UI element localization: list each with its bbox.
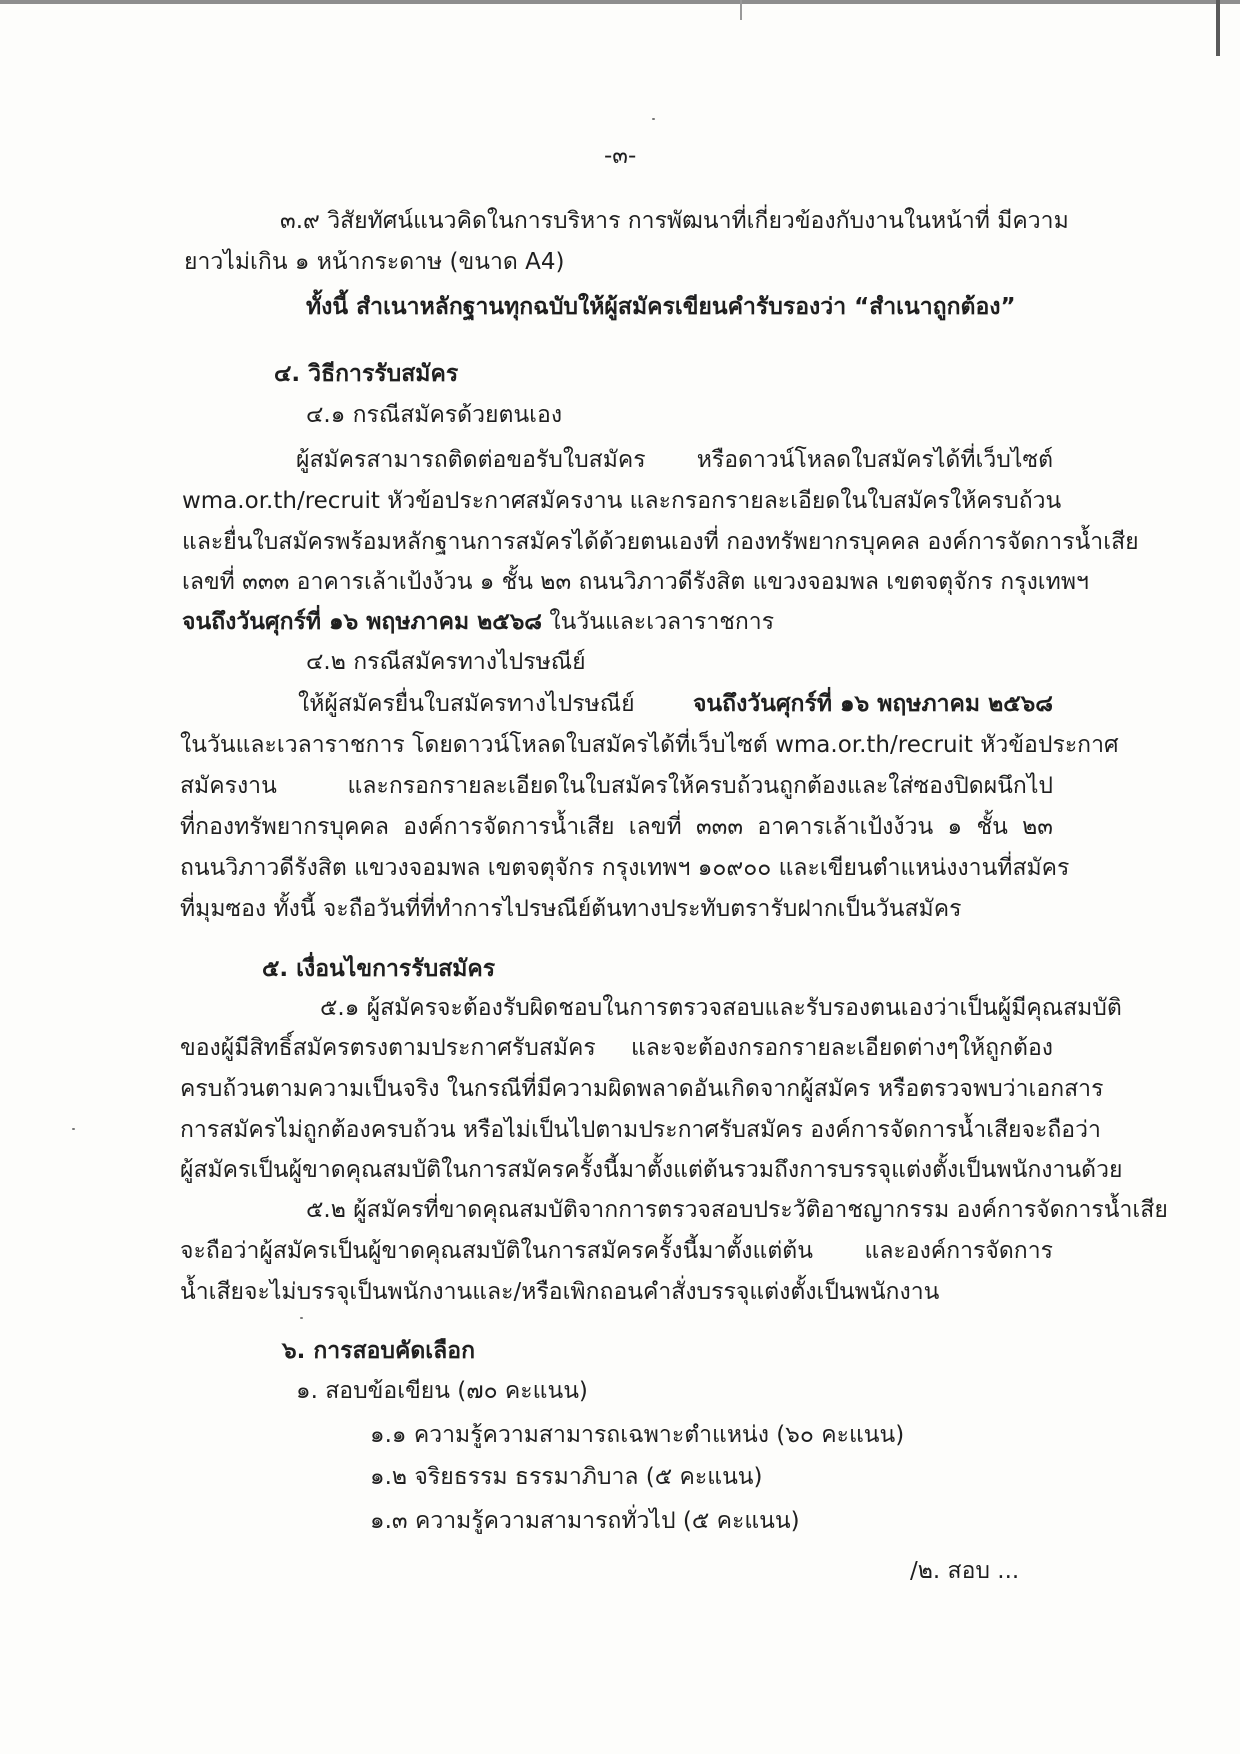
section-5-heading: ๕. เงื่อนไขการรับสมัคร: [262, 956, 496, 982]
section-6-item-1: ๑. สอบข้อเขียน (๗๐ คะแนน): [296, 1378, 588, 1404]
section-5-2-line: น้ำเสียจะไม่บรรจุเป็นพนักงานและ/หรือเพิกถอนคำสั่งบรรจุแต่งตั้งเป็นพนักงาน: [180, 1279, 940, 1305]
item-3-9-line-1: ๓.๙ วิสัยทัศน์แนวคิดในการบริหาร การพัฒนาที่เกี่ยวข้องกับงานในหน้าที่ มีความ: [280, 208, 1069, 234]
section-4-1-line: ผู้สมัครสามารถติดต่อขอรับใบสมัคร หรือดาวน์โหลดใบสมัครได้ที่เว็บไซต์: [296, 447, 1053, 473]
section-4-2-intro: ให้ผู้สมัครยื่นใบสมัครทางไปรษณีย์: [298, 691, 635, 717]
section-5-1-line: การสมัครไม่ถูกต้องครบถ้วน หรือไม่เป็นไปตามประกาศรับสมัคร องค์การจัดการน้ำเสียจะถือว่า: [180, 1117, 1101, 1143]
section-4-1-line: wma.or.th/recruit หัวข้อประกาศสมัครงาน และกรอกรายละเอียดในใบสมัครให้ครบถ้วน: [182, 488, 1062, 514]
section-4-2-line: ที่มุมซอง ทั้งนี้ จะถือวันที่ที่ทำการไปรษณีย์ต้นทางประทับตรารับฝากเป็นวันสมัคร: [180, 896, 962, 922]
section-6-heading: ๖. การสอบคัดเลือก: [282, 1338, 476, 1364]
section-4-2-line: สมัครงาน และกรอกรายละเอียดในใบสมัครให้ครบถ้วนถูกต้องและใส่ซองปิดผนึกไป: [180, 773, 1053, 799]
section-4-2-line: ในวันและเวลาราชการ โดยดาวน์โหลดใบสมัครได้ที่เว็บไซต์ wma.or.th/recruit หัวข้อประกาศ: [180, 732, 1119, 758]
section-5-2-line: จะถือว่าผู้สมัครเป็นผู้ขาดคุณสมบัติในการสมัครครั้งนี้มาตั้งแต่ต้น และองค์การจัดการ: [180, 1238, 1053, 1264]
deadline-suffix: ในวันและเวลาราชการ: [542, 609, 775, 635]
section-4-2-line: ที่กองทรัพยากรบุคคล องค์การจัดการน้ำเสีย เลขที่ ๓๓๓ อาคารเล้าเป้งง้วน ๑ ชั้น ๒๓: [180, 814, 1053, 840]
section-5-1-line: ๕.๑ ผู้สมัครจะต้องรับผิดชอบในการตรวจสอบและรับรองตนเองว่าเป็นผู้มีคุณสมบัติ: [320, 995, 1122, 1021]
section-4-2-line: ถนนวิภาวดีรังสิต แขวงจอมพล เขตจตุจักร กรุงเทพฯ ๑๐๙๐๐ และเขียนตำแหน่งงานที่สมัคร: [180, 855, 1070, 881]
section-5-1-line: ครบถ้วนตามความเป็นจริง ในกรณีที่มีความผิดพลาดอันเกิดจากผู้สมัคร หรือตรวจพบว่าเอกสาร: [180, 1076, 1104, 1102]
section-4-1-deadline: [182, 606, 774, 638]
deadline-date: จนถึงวันศุกร์ที่ ๑๖ พฤษภาคม ๒๕๖๘: [692, 691, 1053, 717]
section-4-1-line: และยื่นใบสมัครพร้อมหลักฐานการสมัครได้ด้วยตนเองที่ กองทรัพยากรบุคคล องค์การจัดการน้ำเสีย: [182, 529, 1139, 555]
certify-note: ทั้งนี้ สำเนาหลักฐานทุกฉบับให้ผู้สมัครเขียนคำรับรองว่า “สำเนาถูกต้อง”: [306, 294, 1016, 320]
section-5-1-line: ของผู้มีสิทธิ์สมัครตรงตามประกาศรับสมัคร และจะต้องกรอกรายละเอียดต่างๆให้ถูกต้อง: [180, 1035, 1053, 1061]
section-4-2-first-line: [298, 688, 1053, 720]
section-5-1-line: ผู้สมัครเป็นผู้ขาดคุณสมบัติในการสมัครครั้งนี้มาตั้งแต่ต้นรวมถึงการบรรจุแต่งตั้งเป็นพนักงานด้วย: [180, 1157, 1123, 1183]
section-4-1-heading: ๔.๑ กรณีสมัครด้วยตนเอง: [306, 402, 563, 428]
section-6-item-1-3: ๑.๓ ความรู้ความสามารถทั่วไป (๕ คะแนน): [370, 1508, 800, 1534]
section-5-2-line: ๕.๒ ผู้สมัครที่ขาดคุณสมบัติจากการตรวจสอบประวัติอาชญากรรม องค์การจัดการน้ำเสีย: [306, 1197, 1168, 1223]
section-6-item-1-1: ๑.๑ ความรู้ความสามารถเฉพาะตำแหน่ง (๖๐ คะแนน): [370, 1422, 905, 1448]
section-4-1-line: เลขที่ ๓๓๓ อาคารเล้าเป้งง้วน ๑ ชั้น ๒๓ ถนนวิภาวดีรังสิต แขวงจอมพล เขตจตุจักร กรุงเทพฯ: [182, 569, 1089, 595]
deadline-date: จนถึงวันศุกร์ที่ ๑๖ พฤษภาคม ๒๕๖๘: [182, 609, 543, 635]
page-number: -๓-: [604, 143, 637, 169]
section-6-item-1-2: ๑.๒ จริยธรรม ธรรมาภิบาล (๕ คะแนน): [370, 1464, 763, 1490]
section-4-heading: ๔. วิธีการรับสมัคร: [274, 361, 459, 387]
item-3-9-line-2: ยาวไม่เกิน ๑ หน้ากระดาษ (ขนาด A4): [184, 249, 565, 275]
section-4-2-heading: ๔.๒ กรณีสมัครทางไปรษณีย์: [306, 649, 586, 675]
continuation-marker: /๒. สอบ ...: [910, 1558, 1020, 1584]
